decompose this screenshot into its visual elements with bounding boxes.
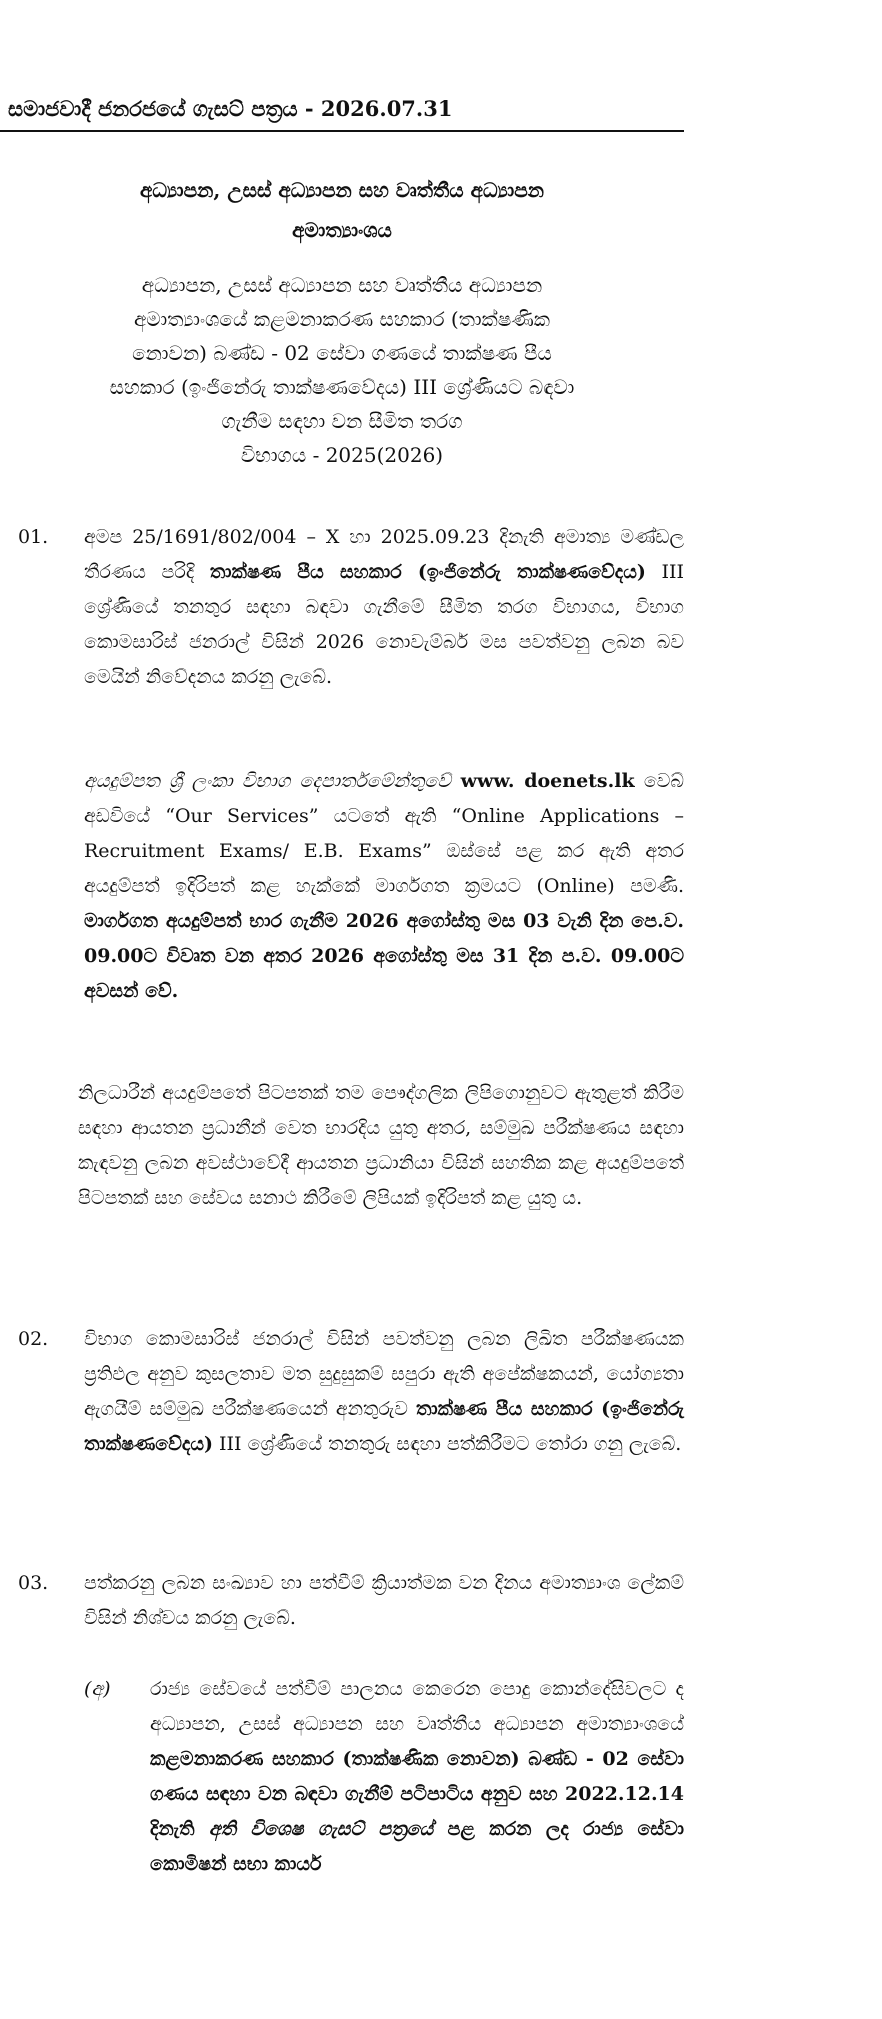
text-run: අමප 25/1691/802/004 – X හා 2025.09.23 දිනැති අමාත්‍ය මණ්ඩල තීරණය පරිදි	[84, 526, 684, 583]
text-run: විභාග කොමසාරිස් ජනරාල් විසින් පවත්වනු ලබන ලිඛිත පරීක්ෂණයක ප්‍රතිඵල අනුව කුසලතාව මත සුදුසුකම් සපුරා ඇති අපේක්ෂකයන්, යෝග්‍යතා ඇගයීම් සම්මුඛ පරීක්ෂණයෙන් අනතුරුව	[84, 1328, 684, 1420]
section-number: 01.	[18, 526, 49, 548]
section-01-paragraph-3: නිලධාරීන් අයදුම්පතේ පිටපතක් තම පෞද්ගලික ලිපිගොනුවට ඇතුළත් කිරීම සඳහා ආයතන ප්‍රධානීන් වෙත භාරදිය යුතු අතර, සම්මුඛ පරීක්ෂණය සඳහා කැඳවනු ලබන අවස්ථාවේදී ආයතන ප්‍රධානියා විසින් සහතික කළ අයදුම්පතේ පිටපතක් සහ සේවය සනාථ කිරීමේ ලිපියක් ඉදිරිපත් කළ යුතු ය.	[78, 1082, 684, 1209]
website-url: www. doenets.lk	[450, 770, 635, 792]
header-divider	[0, 130, 684, 132]
notice-title-line: අමාත්‍යාංශයේ කළමනාකරණ සහකාර (තාක්ෂණික	[133, 307, 551, 331]
notice-title-line: සහකාර (ඉංජිනේරු තාක්ෂණවේදය) III ශ්‍රේණියට බඳවා	[109, 375, 575, 399]
section-number: 02.	[18, 1328, 49, 1350]
ministry-heading	[10, 170, 674, 250]
notice-title-line: නොවන) බණ්ඩ - 02 සේවා ගණයේ තාක්ෂණ පීය	[132, 341, 552, 365]
notice-title	[10, 268, 674, 472]
ministry-heading-line: අමාත්‍යාංශය	[292, 218, 392, 242]
text-run: III ශ්‍රේණියේ තනතුරු සඳහා පත්කිරීමට තෝරා ගනු ලැබේ.	[213, 1433, 682, 1455]
section-01-paragraph-2	[84, 764, 684, 1009]
gazette-header-title: සමාජවාදී ජනරජයේ ගැසට් පත්‍රය - 2026.07.31	[8, 96, 453, 121]
text-run: වෙබ් අඩවියේ “Our Services” යටතේ ඇති “Online Applications – Recruitment Exams/ E.B. Exams” ඔස්සේ පළ කර ඇති අතර අයදුම්පත් ඉදිරිපත් කළ හැක්කේ මාර්ගගත ක්‍රමයට (Online) පමණි.	[84, 770, 684, 897]
section-03-paragraph: පත්කරනු ලබන සංඛ්‍යාව හා පත්වීම් ක්‍රියාත්මක වන දිනය අමාත්‍යාංශ ලේකම් විසින් නිශ්චය කරනු ලැබේ.	[84, 1572, 684, 1629]
italic-run: අයදුම්පත ශ්‍රී ලංකා විභාග දෙපාර්තමේන්තුවේ	[84, 770, 451, 792]
bold-italic-run: අති විශෙෂ ගැසට් පත්‍රයේ	[194, 1818, 434, 1840]
application-dates: මාර්ගගත අයදුම්පත් භාර ගැනීම 2026 අගෝස්තු මස 03 වැනි දින පෙ.ව. 09.00ට විවෘත වන අතර 2026 අගෝස්තු මස 31 දින ප.ව. 09.00ට අවසන් වේ.	[84, 910, 684, 1002]
ministry-heading-line: අධ්‍යාපන, උසස් අධ්‍යාපන සහ වෘත්තීය අධ්‍යාපන	[139, 178, 545, 202]
section-number: 03.	[18, 1572, 49, 1594]
text-run: රාජ්‍ය සේවයේ පත්වීම් පාලනය කෙරෙන පොදු කොන්දේසිවලට ද අධ්‍යාපන, උසස් අධ්‍යාපන සහ වෘත්තීය අධ්‍යාපන අමාත්‍යාංශයේ	[150, 1678, 684, 1735]
section-01-paragraph-1	[84, 520, 684, 695]
bold-run: තාක්ෂණ පීය සහකාර (ඉංජිනේරු තාක්ෂණවේදය)	[209, 561, 646, 583]
bold-run: කළමනාකරණ සහකාර (තාක්ෂණික නොවන) බණ්ඩ - 02 සේවා ගණය සඳහා වන බඳවා ගැනීම් පටිපාටිය අනුව සහ 2022.12.14 දිනැති	[150, 1748, 684, 1840]
text-run: III ශ්‍රේණියේ තනතුර සඳහා බඳවා ගැනීමේ සීමිත තරග විභාගය, විභාග කොමසාරිස් ජනරාල් විසින් 2026 නොවැම්බර් මස පවත්වනු ලබන බව මෙයින් නිවේදනය කරනු ලැබේ.	[84, 561, 684, 688]
section-02-paragraph	[84, 1322, 684, 1462]
section-03-sub-item-a	[150, 1672, 684, 1882]
sub-item-label: (අ)	[84, 1678, 111, 1700]
notice-title-line: අධ්‍යාපන, උසස් අධ්‍යාපන සහ වෘත්තීය අධ්‍යාපන	[141, 273, 543, 297]
bold-run: තාක්ෂණ පීය සහකාර (ඉංජිනේරු තාක්ෂණවේදය)	[84, 1398, 684, 1455]
notice-title-line: ගැනීම සඳහා වන සීමිත තරග	[221, 409, 463, 433]
notice-title-line: විභාගය - 2025(2026)	[240, 443, 444, 467]
bold-run: පළ කරන ලද රාජ්‍ය සේවා කොමිෂන් සභා කාර්ය	[150, 1818, 684, 1875]
